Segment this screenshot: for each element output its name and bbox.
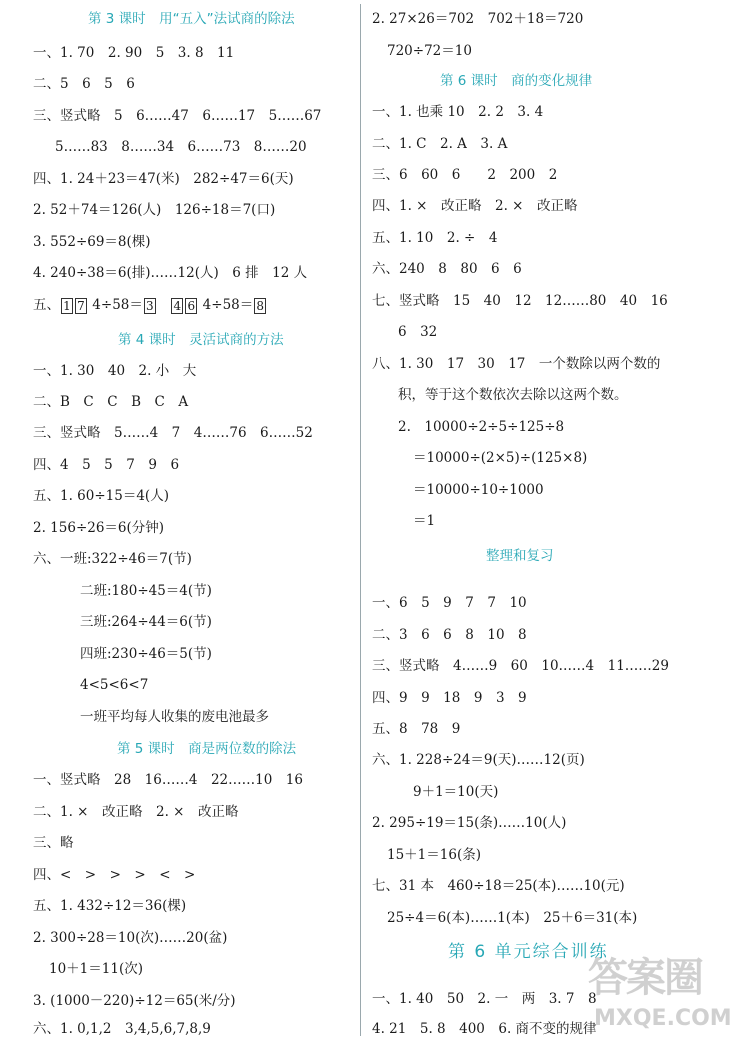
lesson5-title: 第 5 课时 商是两位数的除法 — [117, 741, 297, 757]
lesson6-line-9: 八、1. 30 17 30 17 一个数除以两个数的 — [372, 356, 661, 372]
right-top-line-1: 2. 27×26＝702 702＋18＝720 — [372, 11, 584, 27]
lesson4-line-5: 五、1. 60÷15＝4(人) — [33, 488, 169, 504]
review-line-9: 15＋1＝16(条) — [387, 847, 481, 863]
review-line-5: 五、8 78 9 — [372, 721, 461, 737]
review-line-10: 七、31 本 460÷18＝25(本)……10(元) — [372, 878, 625, 894]
lesson3-line-5: 四、1. 24＋23＝47(米) 282÷47＝6(天) — [33, 171, 294, 187]
lesson5-line-6: 2. 300÷28＝10(次)……20(盆) — [33, 930, 228, 946]
lesson3-title: 第 3 课时 用“五入”法试商的除法 — [88, 11, 295, 27]
watermark-url: MXQE.COM — [594, 1006, 732, 1031]
lesson5-line-1: 一、竖式略 28 16……4 22……10 16 — [33, 772, 303, 788]
lesson4-line-8: 二班:180÷45＝4(节) — [80, 583, 212, 599]
lesson4-line-10: 四班:230÷46＝5(节) — [80, 646, 212, 662]
line9-expr-2: 4÷58＝ — [198, 297, 254, 313]
lesson6-line-7: 七、竖式略 15 40 12 12……80 40 16 — [372, 293, 668, 309]
line9-expr-1: 4÷58＝ — [88, 297, 143, 313]
lesson6-line-14: ＝1 — [413, 513, 436, 529]
lesson4-line-1: 一、1. 30 40 2. 小 大 — [33, 363, 197, 379]
lesson6-line-2: 二、1. C 2. A 3. A — [372, 136, 508, 152]
lesson3-line-1: 一、1. 70 2. 90 5 3. 8 11 — [33, 45, 235, 61]
lesson5-line-3: 三、略 — [33, 835, 74, 851]
answer-box: 7 — [75, 298, 87, 314]
lesson3-line-8: 4. 240÷38＝6(排)……12(人) 6 排 12 人 — [33, 265, 308, 281]
lesson3-line-9 — [33, 296, 267, 314]
lesson4-line-3: 三、竖式略 5……4 7 4……76 6……52 — [33, 425, 313, 441]
lesson3-line-3: 三、竖式略 5 6……47 6……17 5……67 — [33, 108, 322, 124]
lesson3-line-2: 二、5 6 5 6 — [33, 76, 135, 92]
lesson5-line-8: 3. (1000－220)÷12＝65(米/分) — [33, 993, 236, 1009]
lesson6-line-1: 一、1. 也乘 10 2. 2 3. 4 — [372, 104, 544, 120]
line9-prefix: 五、 — [33, 297, 60, 313]
lesson6-line-12: ＝10000÷(2×5)÷(125×8) — [413, 450, 588, 466]
lesson5-line-7: 10＋1＝11(次) — [49, 961, 143, 977]
lesson6-line-10: 积，等于这个数依次去除以这两个数。 — [398, 387, 628, 403]
lesson3-line-7: 3. 552÷69＝8(棵) — [33, 234, 151, 250]
lesson4-line-4: 四、4 5 5 7 9 6 — [33, 457, 180, 473]
lesson6-line-3: 三、6 60 6 2 200 2 — [372, 167, 558, 183]
lesson6-line-6: 六、240 8 80 6 6 — [372, 261, 522, 277]
lesson5-line-5: 五、1. 432÷12＝36(棵) — [33, 898, 187, 914]
review-line-11: 25÷4＝6(本)……1(本) 25＋6＝31(本) — [387, 910, 638, 926]
answer-box: 6 — [185, 298, 197, 314]
lesson6-line-13: ＝10000÷10÷1000 — [413, 482, 544, 498]
lesson6-line-5: 五、1. 10 2. ÷ 4 — [372, 230, 498, 246]
lesson6-line-11: 2. 10000÷2÷5÷125÷8 — [398, 419, 565, 435]
review-line-7: 9＋1＝10(天) — [413, 784, 499, 800]
lesson4-line-2: 二、B C C B C A — [33, 394, 189, 410]
lesson4-line-7: 六、一班:322÷46＝7(节) — [33, 551, 192, 567]
lesson4-line-11: 4<5<6<7 — [80, 677, 149, 693]
review-line-6: 六、1. 228÷24＝9(天)……12(页) — [372, 752, 585, 768]
lesson5-line-9: 六、1. 0,1,2 3,4,5,6,7,8,9 — [33, 1021, 211, 1037]
watermark-logo: 答案圈 — [588, 955, 702, 1001]
lesson6-line-4: 四、1. × 改正略 2. × 改正略 — [372, 198, 578, 214]
lesson6-title: 第 6 课时 商的变化规律 — [440, 73, 593, 89]
unit6-line-1: 一、1. 40 50 2. 一 两 3. 7 8 — [372, 991, 597, 1007]
unit6-line-2: 4. 21 5. 8 400 6. 商不变的规律 — [372, 1021, 597, 1037]
review-title: 整理和复习 — [486, 548, 554, 564]
unit6-title: 第 6 单元综合训练 — [448, 942, 609, 962]
lesson3-line-4: 5……83 8……34 6……73 8……20 — [55, 139, 307, 155]
lesson4-line-12: 一班平均每人收集的废电池最多 — [80, 709, 269, 725]
review-line-2: 二、3 6 6 8 10 8 — [372, 627, 527, 643]
answer-box: 3 — [144, 298, 156, 314]
review-line-4: 四、9 9 18 9 3 9 — [372, 690, 527, 706]
answer-box: 4 — [171, 298, 183, 314]
lesson6-line-8: 6 32 — [398, 324, 438, 340]
lesson3-line-6: 2. 52＋74＝126(人) 126÷18＝7(口) — [33, 202, 276, 218]
review-line-8: 2. 295÷19＝15(条)……10(人) — [372, 815, 567, 831]
right-top-line-2: 720÷72＝10 — [387, 43, 472, 59]
lesson5-line-4: 四、< > > > < > — [33, 867, 196, 883]
lesson5-line-2: 二、1. × 改正略 2. × 改正略 — [33, 804, 239, 820]
answer-box: 1 — [61, 298, 73, 314]
review-line-3: 三、竖式略 4……9 60 10……4 11……29 — [372, 658, 669, 674]
lesson4-line-6: 2. 156÷26＝6(分钟) — [33, 520, 165, 536]
answer-box: 8 — [254, 298, 266, 314]
lesson4-line-9: 三班:264÷44＝6(节) — [80, 614, 212, 630]
review-line-1: 一、6 5 9 7 7 10 — [372, 595, 527, 611]
lesson4-title: 第 4 课时 灵活试商的方法 — [118, 332, 284, 348]
column-divider — [360, 4, 361, 1036]
